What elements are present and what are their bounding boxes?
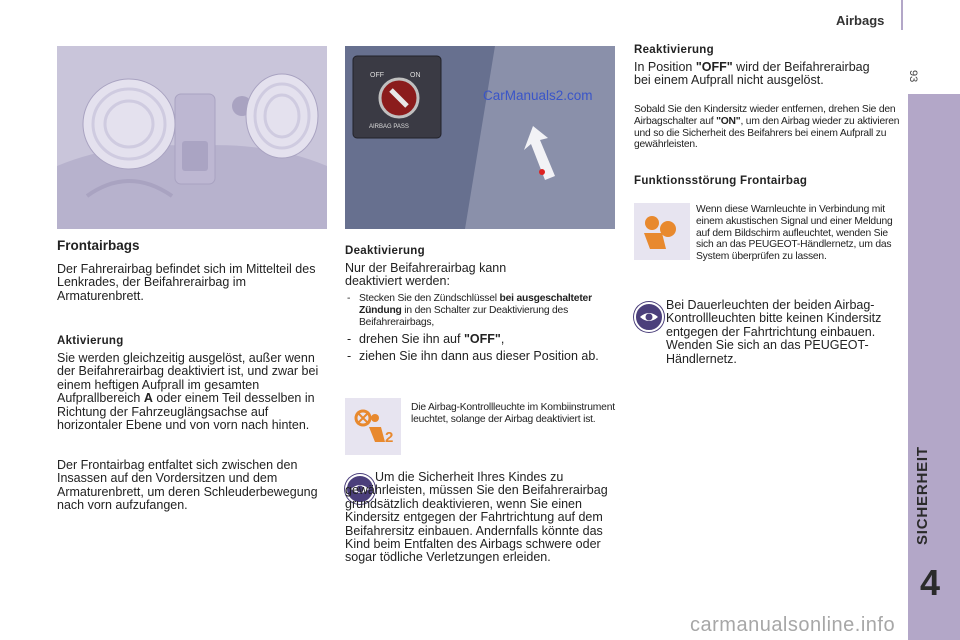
reactivation-title: Reaktivierung (634, 44, 714, 56)
reactivation-small-text: Sobald Sie den Kindersitz wieder entfernen, drehen Sie den Airbagschalter auf "ON", um den Airbag wieder zu aktivieren und so die Sicherheit des Beifahrers bei einem Aufprall zu gewährleisten. (634, 104, 900, 151)
activation-paragraph-1: Sie werden gleichzeitig ausgelöst, außer wenn der Beifahrerairbag deaktiviert ist, und zwar bei einem heftigen Aufprall im gesamten Aufprallbereich A oder einem Teil desselben in Richtung der Fahrzeuglängsachse auf horizontaler Ebene und von vorn nach hinten. (57, 351, 319, 433)
deactivation-title: Deaktivierung (345, 245, 425, 257)
reactivation-paragraph: In Position "OFF" wird der Beifahrerairbag bei einem Aufprall nicht ausgelöst. (634, 60, 870, 88)
airbag-fault-lamp-box (634, 203, 690, 260)
deactivated-lamp-note: Die Airbag-Kontrollleuchte im Kombiinstrument leuchtet, solange der Airbag deaktiviert ist. (411, 402, 615, 425)
switch-off-label: OFF (370, 72, 384, 79)
page-header-title: Airbags (836, 13, 885, 28)
eye-glyph (636, 304, 662, 330)
deactivation-intro: Nur der Beifahrerairbag kann deaktiviert werden: (345, 261, 507, 289)
malfunction-title: Funktionsstörung Frontairbag (634, 175, 808, 187)
deactivation-steps (345, 293, 620, 363)
footer-watermark: carmanualsonline.info (690, 614, 896, 636)
deactivation-step-1: - Stecken Sie den Zündschlüssel bei ausgeschalteter Zündung in den Schalter zur Deaktivierung des Beifahrerairbags, (345, 293, 620, 328)
header-divider (901, 0, 903, 30)
deactivation-step-3: - ziehen Sie ihn dann aus dieser Position ab. (345, 350, 620, 363)
switch-on-label: ON (410, 72, 421, 79)
airbag-off-warning-icon (345, 398, 401, 455)
lamp-digit: 2 (385, 429, 394, 446)
switch-airbag-pass-label: AIRBAG PASS (369, 124, 409, 130)
activation-title: Aktivierung (57, 335, 124, 347)
dashboard-airbag-illustration (57, 46, 327, 229)
section-heading-frontairbags: Frontairbags (57, 238, 140, 253)
deactivation-step-2: - drehen Sie ihn auf "OFF", (345, 333, 620, 346)
malfunction-note: Wenn diese Warnleuchte in Verbindung mit einem akustischen Signal und einer Meldung auf dem Bildschirm aufleuchtet, wenden Sie sich an das PEUGEOT-Händlernetz, um das System überprüfen zu lassen. (696, 204, 893, 263)
persistent-lamp-note: Bei Dauerleuchten der beiden Airbag-Kontrollleuchten bitte keinen Kindersitz entgegen der Fahrtrichtung einbauen. Wenden Sie sich an das PEUGEOT-Händlernetz. (666, 298, 882, 366)
carmanuals-watermark: CarManuals2.com (483, 88, 593, 103)
airbag-warning-icon (634, 203, 690, 260)
chapter-sidebar (908, 94, 960, 640)
activation-paragraph-2: Der Frontairbag entfaltet sich zwischen den Insassen auf den Vordersitzen und dem Armaturenbrett, um deren Schleuderbewegung nach vorn aufzufangen. (57, 458, 318, 513)
airbag-deactivated-lamp-box (345, 398, 401, 455)
chapter-label: SICHERHEIT (914, 446, 931, 545)
eye-icon (634, 302, 664, 332)
frontairbags-intro: Der Fahrerairbag befindet sich im Mittelteil des Lenkrades, der Beifahrerairbag im Armaturenbrett. (57, 262, 316, 303)
child-seat-safety-note: Um die Sicherheit Ihres Kindes zu gewährleisten, müssen Sie den Beifahrerairbag grundsätzlich deaktivieren, wenn Sie einen Kindersitz entgegen der Fahrtrichtung auf dem Beifahrersitz einbauen. Andernfalls könnte das Kind beim Entfalten des Airbags schwere oder sogar tödliche Verletzungen erleiden. (345, 470, 608, 565)
page-number: 93 (907, 70, 919, 83)
airbag-switch-photo (345, 46, 615, 229)
chapter-number: 4 (920, 562, 941, 603)
airbag-switch-drawing (345, 46, 615, 229)
airbag-deployment-drawing (57, 46, 327, 229)
